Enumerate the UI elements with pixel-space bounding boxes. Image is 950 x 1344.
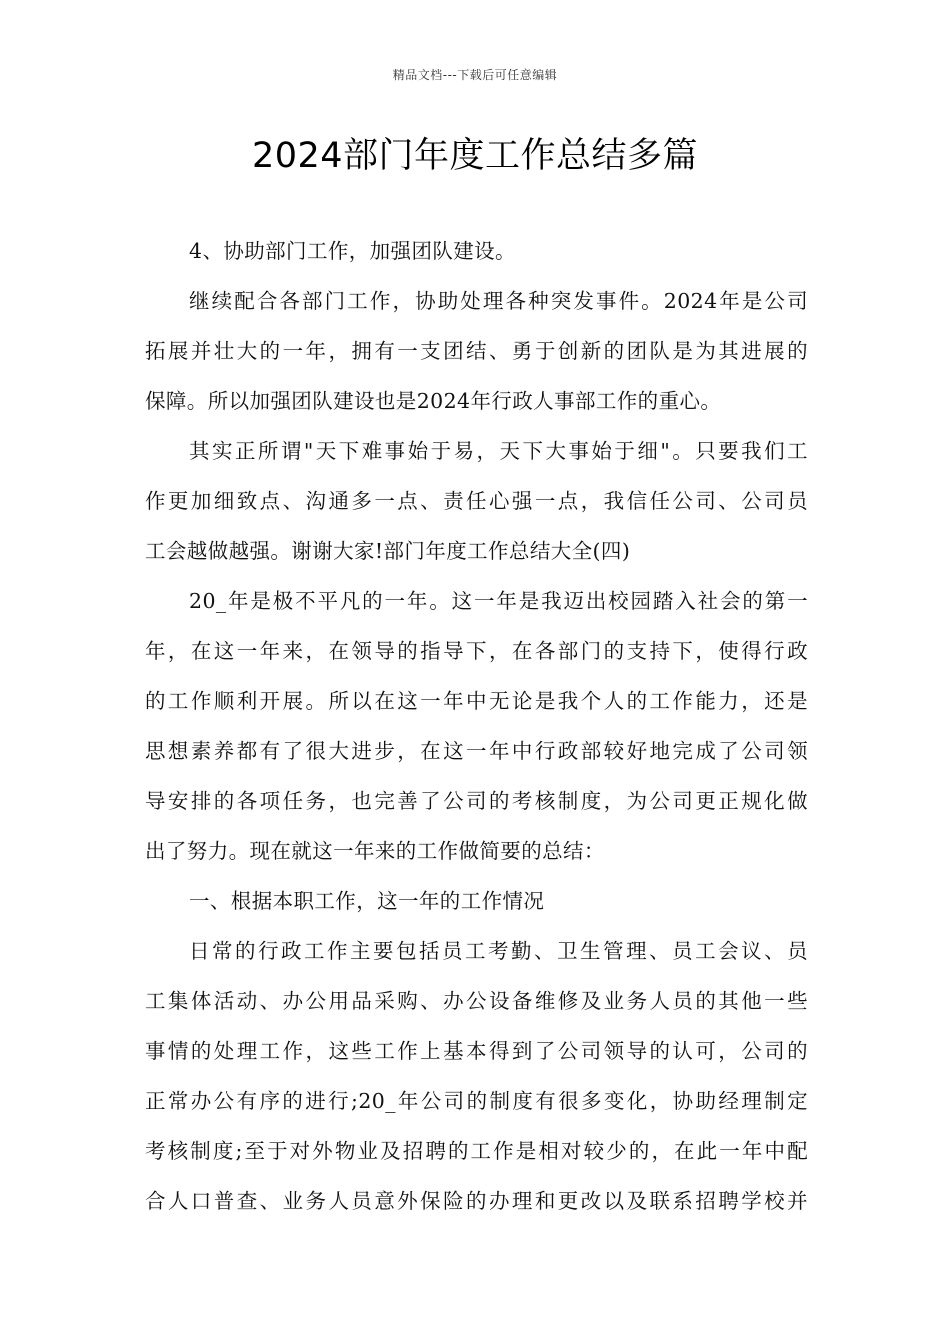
text-line: 保障。所以加强团队建设也是2024年行政人事部工作的重心。: [145, 389, 722, 413]
text-line: 其实正所谓"天下难事始于易，天下大事始于细"。只要我们工: [189, 439, 808, 463]
text-line: 作更加细致点、沟通多一点、责任心强一点，我信任公司、公司员: [145, 489, 808, 513]
text-line: 思想素养都有了很大进步，在这一年中行政部较好地完成了公司领: [145, 739, 808, 763]
text-line: 导安排的各项任务，也完善了公司的考核制度，为公司更正规化做: [145, 789, 808, 813]
document-body: [145, 226, 808, 1226]
text-line: 拓展并壮大的一年，拥有一支团结、勇于创新的团队是为其进展的: [145, 339, 808, 363]
section-heading: 一、根据本职工作，这一年的工作情况: [189, 889, 545, 913]
text-line: 4、协助部门工作，加强团队建设。: [189, 239, 516, 263]
document-title: 2024部门年度工作总结多篇: [251, 136, 699, 176]
text-line: 日常的行政工作主要包括员工考勤、卫生管理、员工会议、员: [189, 939, 808, 963]
text-line: 正常办公有序的进行;20_年公司的制度有很多变化，协助经理制定: [145, 1089, 808, 1113]
text-line: 出了努力。现在就这一年来的工作做简要的总结：: [145, 839, 605, 863]
text-line: 合人口普查、业务人员意外保险的办理和更改以及联系招聘学校并: [145, 1189, 808, 1213]
text-line: 工会越做越强。谢谢大家!部门年度工作总结大全(四): [145, 539, 631, 563]
text-line: 事情的处理工作，这些工作上基本得到了公司领导的认可，公司的: [145, 1039, 808, 1063]
text-line: 的工作顺利开展。所以在这一年中无论是我个人的工作能力，还是: [145, 689, 808, 713]
text-line: 20_年是极不平凡的一年。这一年是我迈出校园踏入社会的第一: [189, 589, 808, 613]
text-line: 继续配合各部门工作，协助处理各种突发事件。2024年是公司: [189, 289, 808, 313]
text-line: 年，在这一年来，在领导的指导下，在各部门的支持下，使得行政: [145, 639, 808, 663]
text-line: 考核制度;至于对外物业及招聘的工作是相对较少的，在此一年中配: [145, 1139, 808, 1163]
page-header: 精品文档---下载后可任意编辑: [392, 68, 558, 82]
text-line: 工集体活动、办公用品采购、办公设备维修及业务人员的其他一些: [145, 989, 808, 1013]
